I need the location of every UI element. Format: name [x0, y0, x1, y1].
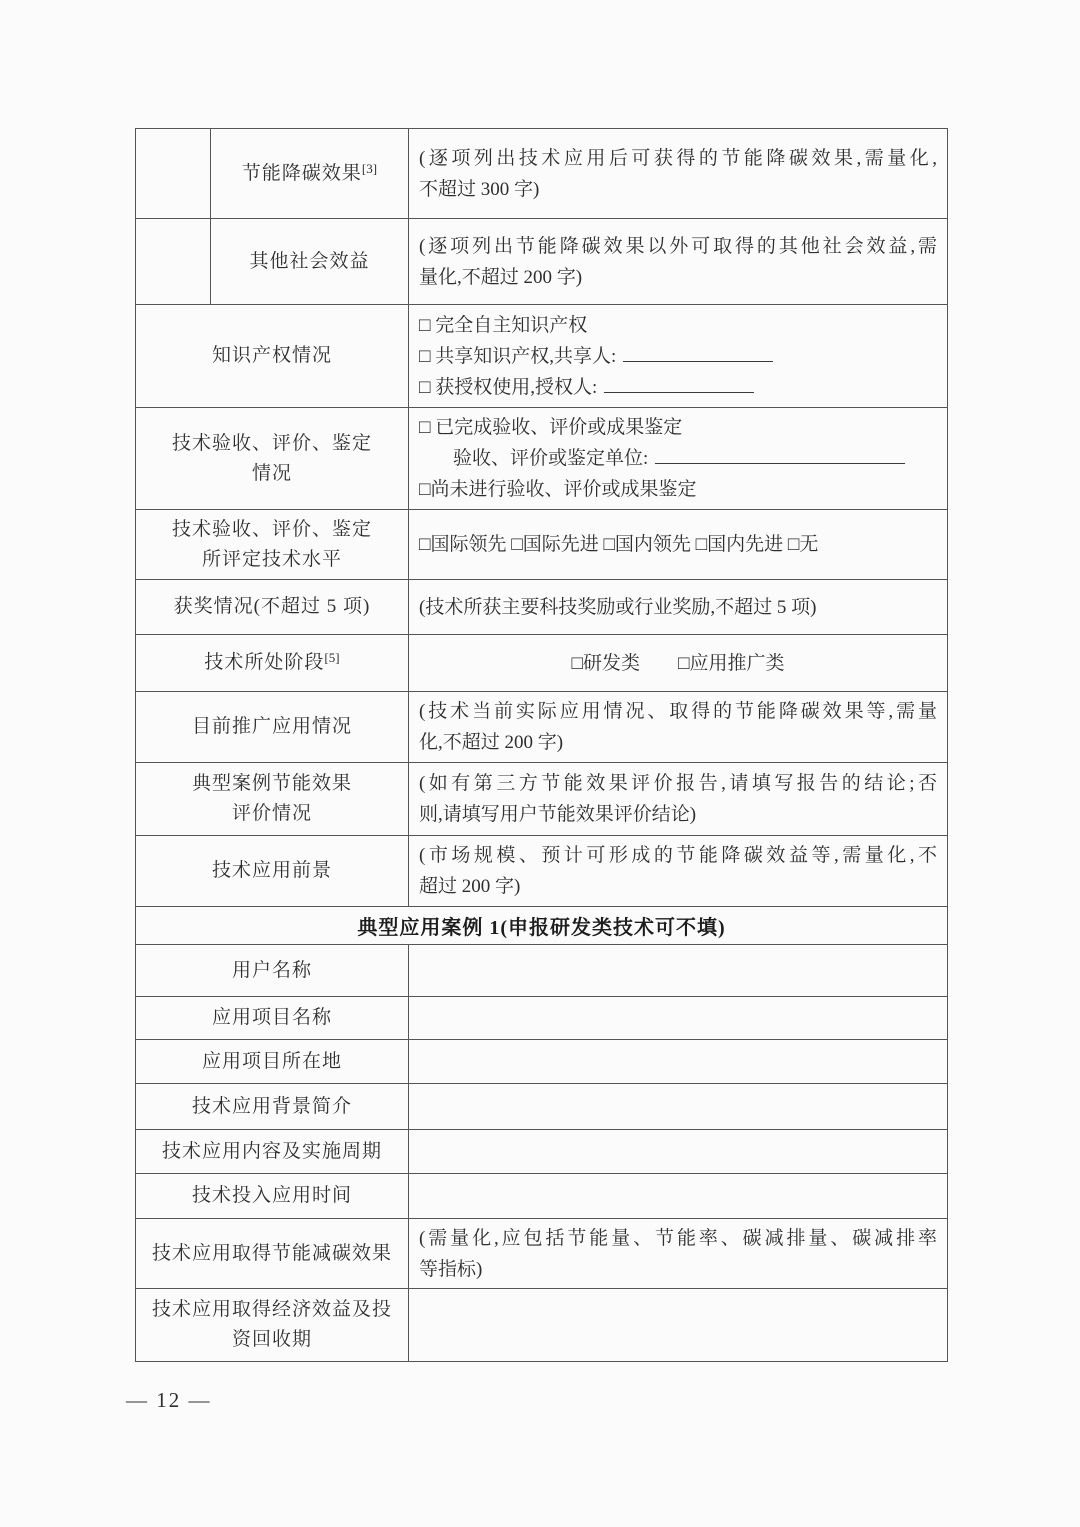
row-value: [409, 219, 947, 304]
table-row: [136, 1083, 947, 1129]
empty-sub-cell: [136, 219, 211, 304]
row-label: 用户名称: [136, 945, 409, 996]
row-value: [409, 129, 947, 218]
value-line: □国际领先 □国际先进 □国内领先 □国内先进 □无: [419, 534, 819, 555]
value-line: □ 获授权使用,授权人:: [419, 372, 937, 403]
value-line: 超过 200 字): [419, 876, 521, 897]
value-line: (市场规模、预计可形成的节能降碳效益等,需量化,不: [419, 845, 937, 866]
table-row: [136, 509, 947, 579]
value-line: □尚未进行验收、评价或成果鉴定: [419, 479, 697, 500]
row-label: 应用项目所在地: [136, 1040, 409, 1083]
table-row: [136, 835, 947, 906]
fill-in-blank-line: [623, 343, 773, 362]
value-line: (技术所获主要科技奖励或行业奖励,不超过 5 项): [419, 596, 817, 618]
value-line: 等指标): [419, 1258, 483, 1280]
row-value: [409, 635, 947, 691]
table-row: [136, 129, 947, 218]
row-label: 技术应用取得经济效益及投 资回收期: [136, 1289, 409, 1361]
fill-in-blank-line: [655, 445, 905, 464]
row-value: [409, 408, 947, 509]
value-line: 不超过 300 字): [419, 178, 540, 200]
section-header-row: [136, 906, 947, 944]
row-label: 技术应用背景简介: [136, 1084, 409, 1129]
row-label: 获奖情况(不超过 5 项): [136, 580, 409, 634]
table-row: [136, 1039, 947, 1083]
fill-in-blank-line: [604, 374, 754, 393]
row-value: [409, 510, 947, 579]
row-label: 其他社会效益: [211, 219, 409, 304]
table-row: [136, 1129, 947, 1173]
value-line: (如有第三方节能效果评价报告,请填写报告的结论;否: [419, 773, 937, 794]
form-table: [135, 128, 948, 1362]
section-header: 典型应用案例 1(申报研发类技术可不填): [357, 917, 726, 939]
table-row: [136, 691, 947, 762]
row-value: [409, 836, 947, 906]
row-value: [409, 1040, 947, 1083]
empty-sub-cell: [136, 129, 211, 218]
table-row: [136, 304, 947, 407]
table-row: [136, 218, 947, 304]
footnote-marker: [5]: [324, 650, 340, 665]
row-label: 技术应用前景: [136, 836, 409, 906]
table-row: [136, 944, 947, 996]
row-label: 知识产权情况: [136, 305, 409, 407]
table-row: [136, 1288, 947, 1361]
row-label: 节能降碳效果[3]: [211, 129, 409, 218]
row-value: [409, 1084, 947, 1129]
row-value: [409, 1174, 947, 1218]
table-row: [136, 407, 947, 509]
row-label: 技术投入应用时间: [136, 1174, 409, 1218]
value-line: 量化,不超过 200 字): [419, 266, 583, 288]
row-value: [409, 997, 947, 1039]
row-label: 应用项目名称: [136, 997, 409, 1039]
row-value: [409, 692, 947, 762]
table-row: [136, 634, 947, 691]
value-line: 化,不超过 200 字): [419, 732, 564, 753]
value-line: (逐项列出节能降碳效果以外可取得的其他社会效益,需: [419, 235, 937, 257]
table-row: [136, 762, 947, 835]
value-line: 验收、评价或鉴定单位:: [419, 443, 937, 474]
page-number: — 12 —: [126, 1388, 212, 1412]
row-value: [409, 305, 947, 407]
value-line: (逐项列出技术应用后可获得的节能降碳效果,需量化,: [419, 147, 937, 169]
value-line: □ 完全自主知识产权: [419, 314, 588, 336]
row-label: 目前推广应用情况: [136, 692, 409, 762]
value-line: 则,请填写用户节能效果评价结论): [419, 804, 697, 825]
value-line: □ 已完成验收、评价或成果鉴定: [419, 417, 683, 438]
row-label: 技术应用取得节能减碳效果: [136, 1219, 409, 1288]
table-row: [136, 996, 947, 1039]
row-value: [409, 580, 947, 634]
row-value: [409, 945, 947, 996]
row-value: [409, 1130, 947, 1173]
table-row: [136, 1218, 947, 1288]
row-value: [409, 1289, 947, 1361]
row-label: 技术验收、评价、鉴定 所评定技术水平: [136, 510, 409, 579]
table-row: [136, 1173, 947, 1218]
row-value: [409, 763, 947, 835]
value-line: (需量化,应包括节能量、节能率、碳减排量、碳减排率: [419, 1227, 937, 1249]
row-value: [409, 1219, 947, 1288]
value-line: □ 共享知识产权,共享人:: [419, 341, 937, 372]
value-line: □研发类 □应用推广类: [571, 652, 785, 674]
table-row: [136, 579, 947, 634]
footnote-marker: [3]: [361, 160, 378, 176]
row-label: 典型案例节能效果 评价情况: [136, 763, 409, 835]
value-line: (技术当前实际应用情况、取得的节能降碳效果等,需量: [419, 701, 937, 722]
row-label: 技术所处阶段[5]: [136, 635, 409, 691]
row-label: 技术应用内容及实施周期: [136, 1130, 409, 1173]
row-label: 技术验收、评价、鉴定 情况: [136, 408, 409, 509]
